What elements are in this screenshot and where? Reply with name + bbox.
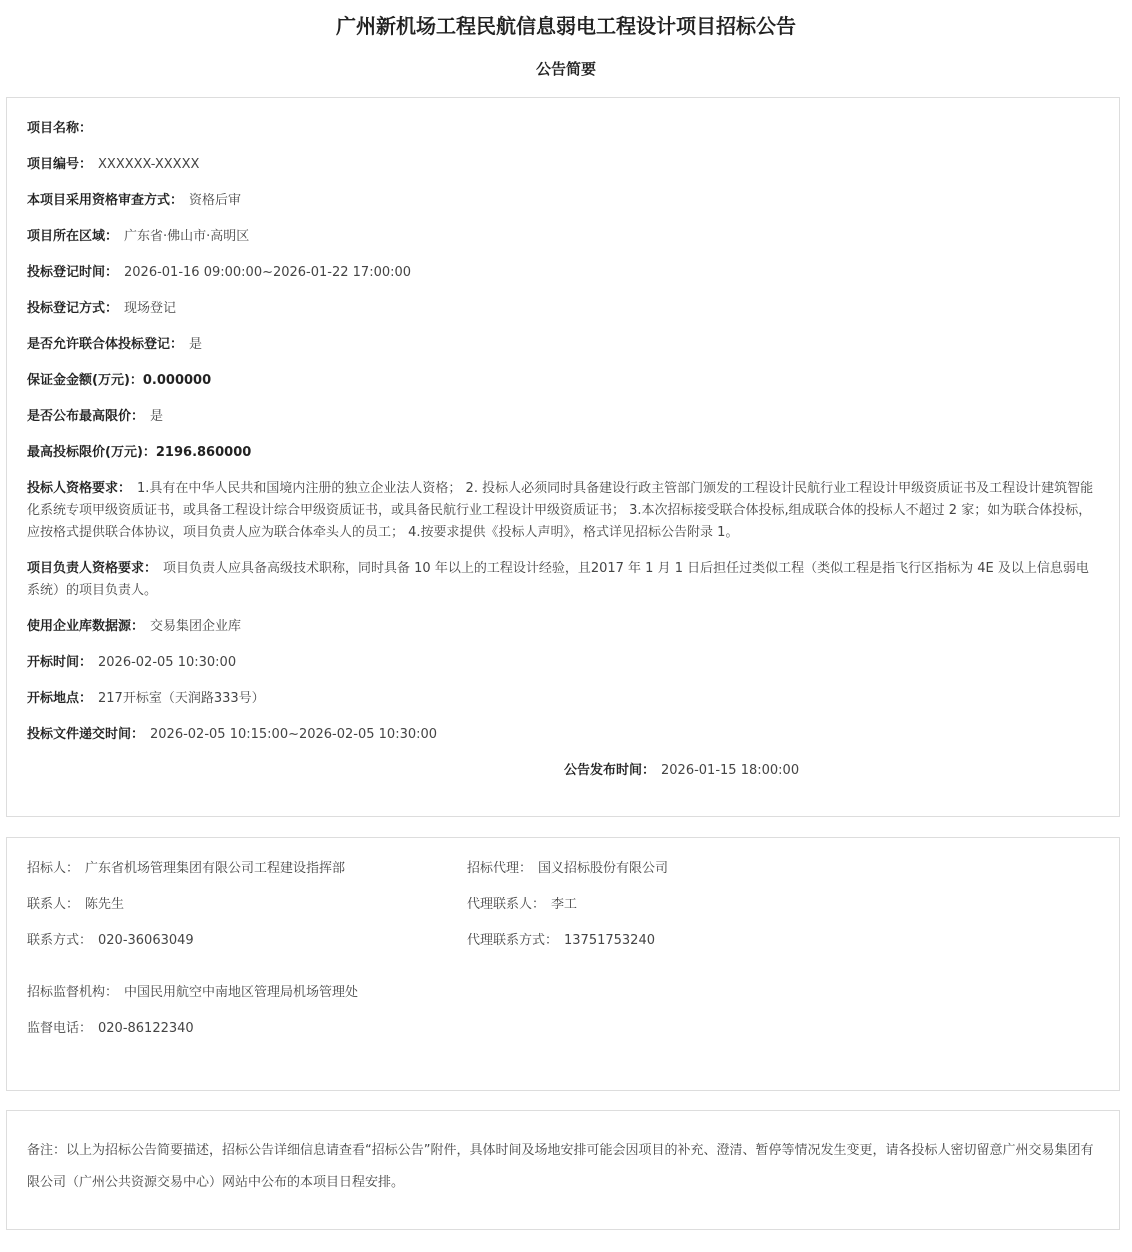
bidder-qualification-value: 1.具有在中华人民共和国境内注册的独立企业法人资格； 2. 投标人必须同时具备建设行政主管部门颁发的工程设计民航行业工程设计甲级资质证书及工程设计建筑智能化系统专项甲级资质证书，或具备工程设计综合甲级资质证书，或具备民航行业工程设计甲级资质证书； 3.本次招标接受联合体投标,组成联合体的投标人不超过 2 家；如为联合体投标，应按格式提供联合体协议，项目负责人应为联合体牵头人的员工； 4.按要求提供《投标人声明》，格式详见招标公告附录 1。 <box>27 481 1094 540</box>
agent-phone-label: 代理联系方式： <box>467 933 559 948</box>
open-time-label: 开标时间： <box>27 655 93 670</box>
project-code-value: XXXXXX-XXXXX <box>98 157 200 172</box>
publish-max-label: 是否公布最高限价： <box>27 409 145 424</box>
max-price-row <box>27 442 1099 464</box>
database-value: 交易集团企业库 <box>150 619 242 634</box>
note-panel <box>6 1110 1120 1230</box>
consortium-row <box>27 334 1099 356</box>
manager-qualification-value: 项目负责人应具备高级技术职称，同时具备 10 年以上的工程设计经验，且2017 年 1 月 1 日后担任过类似工程（类似工程是指飞行区指标为 4E 及以上信息弱电系统）的项目负责人。 <box>27 561 1089 598</box>
phone-row <box>27 930 194 952</box>
deposit-label: 保证金金额(万元)： <box>27 373 143 388</box>
open-time-value: 2026-02-05 10:30:00 <box>98 655 237 670</box>
publish-max-row <box>27 406 1099 428</box>
supervisor-value: 中国民用航空中南地区管理局机场管理处 <box>124 985 359 1000</box>
contact-person-row <box>27 894 124 916</box>
database-label: 使用企业库数据源： <box>27 619 145 634</box>
agent-contact-label: 代理联系人： <box>467 897 546 912</box>
register-method-value: 现场登记 <box>124 301 177 316</box>
agent-row <box>467 858 668 880</box>
review-method-label: 本项目采用资格审查方式： <box>27 193 184 208</box>
tenderer-row <box>27 858 345 880</box>
project-code-row <box>27 154 1099 176</box>
publish-max-value: 是 <box>150 409 164 424</box>
agent-label: 招标代理： <box>467 861 533 876</box>
submit-time-row <box>27 724 1099 746</box>
project-code-label: 项目编号： <box>27 157 93 172</box>
manager-qualification-label: 项目负责人资格要求： <box>27 561 158 576</box>
consortium-label: 是否允许联合体投标登记： <box>27 337 184 352</box>
project-name-label: 项目名称： <box>27 121 93 136</box>
consortium-value: 是 <box>189 337 203 352</box>
agent-phone-value: 13751753240 <box>564 933 655 948</box>
register-method-row <box>27 298 1099 320</box>
deposit-row <box>27 370 1099 392</box>
open-time-row <box>27 652 1099 674</box>
open-place-row <box>27 688 1099 710</box>
max-price-label: 最高投标限价(万元)： <box>27 445 156 460</box>
region-row <box>27 226 1099 248</box>
submit-time-label: 投标文件递交时间： <box>27 727 145 742</box>
phone-value: 020-36063049 <box>98 933 194 948</box>
supervisor-row <box>27 982 358 1004</box>
page-title: 广州新机场工程民航信息弱电工程设计项目招标公告 <box>336 14 796 38</box>
register-time-label: 投标登记时间： <box>27 265 119 280</box>
register-method-label: 投标登记方式： <box>27 301 119 316</box>
manager-qualification-row <box>27 558 1099 602</box>
page-subtitle: 公告简要 <box>535 60 596 78</box>
agent-phone-row <box>467 930 655 952</box>
agent-contact-value: 李工 <box>551 897 578 912</box>
publish-time-row <box>564 760 1064 782</box>
summary-panel <box>6 97 1120 817</box>
publish-time-label: 公告发布时间： <box>564 763 656 778</box>
review-method-row <box>27 190 1099 212</box>
supervisor-label: 招标监督机构： <box>27 985 119 1000</box>
agent-value: 国义招标股份有限公司 <box>538 861 669 876</box>
database-row <box>27 616 1099 638</box>
bidder-qualification-label: 投标人资格要求： <box>27 481 132 496</box>
register-time-value: 2026-01-16 09:00:00~2026-01-22 17:00:00 <box>124 265 412 280</box>
note-text: 备注：以上为招标公告简要描述，招标公告详细信息请查看“招标公告”附件，具体时间及场地安排可能会因项目的补充、澄清、暂停等情况发生变更，请各投标人密切留意广州交易集团有限公司（广州公共资源交易中心）网站中公布的本项目日程安排。 <box>27 1143 1094 1190</box>
project-name-row <box>27 118 1099 140</box>
bidder-qualification-row <box>27 478 1099 544</box>
open-place-label: 开标地点： <box>27 691 93 706</box>
register-time-row <box>27 262 1099 284</box>
publish-time-value: 2026-01-15 18:00:00 <box>661 763 800 778</box>
supervisor-phone-label: 监督电话： <box>27 1021 93 1036</box>
phone-label: 联系方式： <box>27 933 93 948</box>
deposit-value: 0.000000 <box>142 373 212 388</box>
supervisor-phone-value: 020-86122340 <box>98 1021 194 1036</box>
tenderer-value: 广东省机场管理集团有限公司工程建设指挥部 <box>85 861 346 876</box>
region-label: 项目所在区域： <box>27 229 119 244</box>
open-place-value: 217开标室（天润路333号） <box>98 691 265 706</box>
submit-time-value: 2026-02-05 10:15:00~2026-02-05 10:30:00 <box>150 727 438 742</box>
supervisor-phone-row <box>27 1018 194 1040</box>
max-price-value: 2196.860000 <box>155 445 252 460</box>
region-value: 广东省·佛山市·高明区 <box>124 229 250 244</box>
review-method-value: 资格后审 <box>189 193 242 208</box>
contacts-panel <box>6 837 1120 1091</box>
agent-contact-row <box>467 894 577 916</box>
contact-person-label: 联系人： <box>27 897 80 912</box>
contact-person-value: 陈先生 <box>85 897 125 912</box>
tenderer-label: 招标人： <box>27 861 80 876</box>
